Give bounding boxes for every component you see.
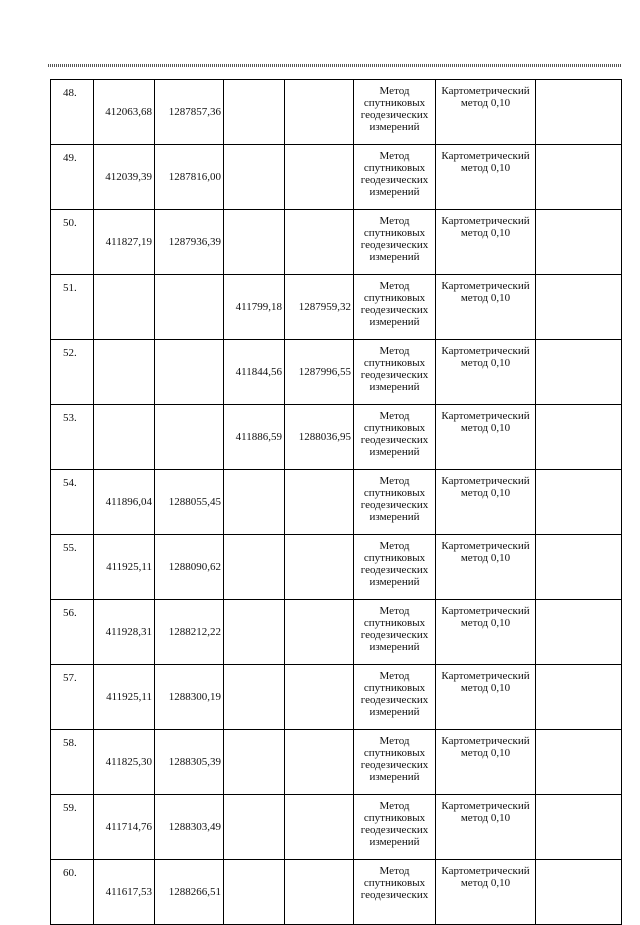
x-old: [94, 275, 155, 340]
table-row: [51, 275, 622, 340]
description-cell: [536, 665, 622, 730]
y-old: 1288090,62: [155, 535, 224, 600]
description-cell: [536, 210, 622, 275]
x-new: [224, 860, 285, 925]
method-cell: Метод спутниковых геодезических измерений: [354, 210, 436, 275]
point-number: 54.: [51, 470, 94, 535]
y-new: [285, 210, 354, 275]
table-row: [51, 210, 622, 275]
point-number: 60.: [51, 860, 94, 925]
x-new: 411799,18: [224, 275, 285, 340]
table-row: [51, 600, 622, 665]
table-row: [51, 665, 622, 730]
x-old: 411714,76: [94, 795, 155, 860]
x-old: 411617,53: [94, 860, 155, 925]
method-cell: Метод спутниковых геодезических измерений: [354, 730, 436, 795]
x-old: 411825,30: [94, 730, 155, 795]
y-old: [155, 275, 224, 340]
table-row: [51, 470, 622, 535]
table-row: [51, 80, 622, 145]
table-row: [51, 340, 622, 405]
y-old: 1287816,00: [155, 145, 224, 210]
description-cell: [536, 470, 622, 535]
table-row: [51, 145, 622, 210]
x-new: [224, 600, 285, 665]
accuracy-cell: Картометрический метод 0,10: [436, 470, 536, 535]
accuracy-cell: Картометрический метод 0,10: [436, 80, 536, 145]
y-new: [285, 795, 354, 860]
x-new: [224, 795, 285, 860]
point-number: 50.: [51, 210, 94, 275]
method-cell: Метод спутниковых геодезических измерений: [354, 340, 436, 405]
accuracy-cell: Картометрический метод 0,10: [436, 405, 536, 470]
method-cell: Метод спутниковых геодезических измерений: [354, 795, 436, 860]
x-old: 411925,11: [94, 665, 155, 730]
y-new: 1287996,55: [285, 340, 354, 405]
accuracy-cell: Картометрический метод 0,10: [436, 860, 536, 925]
description-cell: [536, 600, 622, 665]
y-old: [155, 405, 224, 470]
y-new: [285, 470, 354, 535]
description-cell: [536, 80, 622, 145]
point-number: 53.: [51, 405, 94, 470]
x-old: 412063,68: [94, 80, 155, 145]
table-row: [51, 860, 622, 925]
y-new: [285, 80, 354, 145]
description-cell: [536, 535, 622, 600]
point-number: 48.: [51, 80, 94, 145]
y-new: [285, 535, 354, 600]
table-row: [51, 405, 622, 470]
y-old: 1287857,36: [155, 80, 224, 145]
y-old: 1288212,22: [155, 600, 224, 665]
y-old: 1287936,39: [155, 210, 224, 275]
y-new: [285, 860, 354, 925]
method-cell: Метод спутниковых геодезических измерений: [354, 145, 436, 210]
x-old: 411925,11: [94, 535, 155, 600]
accuracy-cell: Картометрический метод 0,10: [436, 210, 536, 275]
point-number: 56.: [51, 600, 94, 665]
coordinates-table: [50, 79, 622, 925]
y-new: 1288036,95: [285, 405, 354, 470]
description-cell: [536, 730, 622, 795]
y-new: [285, 145, 354, 210]
x-new: [224, 145, 285, 210]
x-old: 411827,19: [94, 210, 155, 275]
header-rule: [48, 64, 621, 67]
y-new: [285, 665, 354, 730]
table-row: [51, 535, 622, 600]
description-cell: [536, 405, 622, 470]
point-number: 51.: [51, 275, 94, 340]
accuracy-cell: Картометрический метод 0,10: [436, 145, 536, 210]
description-cell: [536, 275, 622, 340]
y-new: [285, 600, 354, 665]
point-number: 52.: [51, 340, 94, 405]
x-new: [224, 730, 285, 795]
y-old: [155, 340, 224, 405]
method-cell: Метод спутниковых геодезических измерений: [354, 80, 436, 145]
x-old: 411928,31: [94, 600, 155, 665]
y-old: 1288305,39: [155, 730, 224, 795]
method-cell: Метод спутниковых геодезических измерений: [354, 405, 436, 470]
x-new: [224, 535, 285, 600]
point-number: 57.: [51, 665, 94, 730]
x-new: [224, 80, 285, 145]
x-old: [94, 405, 155, 470]
y-new: 1287959,32: [285, 275, 354, 340]
x-new: [224, 210, 285, 275]
y-new: [285, 730, 354, 795]
x-new: 411844,56: [224, 340, 285, 405]
x-new: [224, 470, 285, 535]
accuracy-cell: Картометрический метод 0,10: [436, 795, 536, 860]
point-number: 59.: [51, 795, 94, 860]
table-row: [51, 795, 622, 860]
table-row: [51, 730, 622, 795]
x-old: 411896,04: [94, 470, 155, 535]
x-old: [94, 340, 155, 405]
method-cell: Метод спутниковых геодезических измерений: [354, 470, 436, 535]
accuracy-cell: Картометрический метод 0,10: [436, 535, 536, 600]
y-old: 1288303,49: [155, 795, 224, 860]
accuracy-cell: Картометрический метод 0,10: [436, 600, 536, 665]
point-number: 55.: [51, 535, 94, 600]
y-old: 1288055,45: [155, 470, 224, 535]
method-cell: Метод спутниковых геодезических измерений: [354, 275, 436, 340]
y-old: 1288300,19: [155, 665, 224, 730]
x-new: [224, 665, 285, 730]
description-cell: [536, 145, 622, 210]
description-cell: [536, 860, 622, 925]
method-cell: Метод спутниковых геодезических измерений: [354, 535, 436, 600]
point-number: 49.: [51, 145, 94, 210]
x-old: 412039,39: [94, 145, 155, 210]
method-cell: Метод спутниковых геодезических измерений: [354, 600, 436, 665]
accuracy-cell: Картометрический метод 0,10: [436, 340, 536, 405]
method-cell: Метод спутниковых геодезических измерений: [354, 665, 436, 730]
description-cell: [536, 795, 622, 860]
x-new: 411886,59: [224, 405, 285, 470]
description-cell: [536, 340, 622, 405]
point-number: 58.: [51, 730, 94, 795]
method-cell: Метод спутниковых геодезических: [354, 860, 436, 925]
accuracy-cell: Картометрический метод 0,10: [436, 275, 536, 340]
y-old: 1288266,51: [155, 860, 224, 925]
accuracy-cell: Картометрический метод 0,10: [436, 665, 536, 730]
accuracy-cell: Картометрический метод 0,10: [436, 730, 536, 795]
